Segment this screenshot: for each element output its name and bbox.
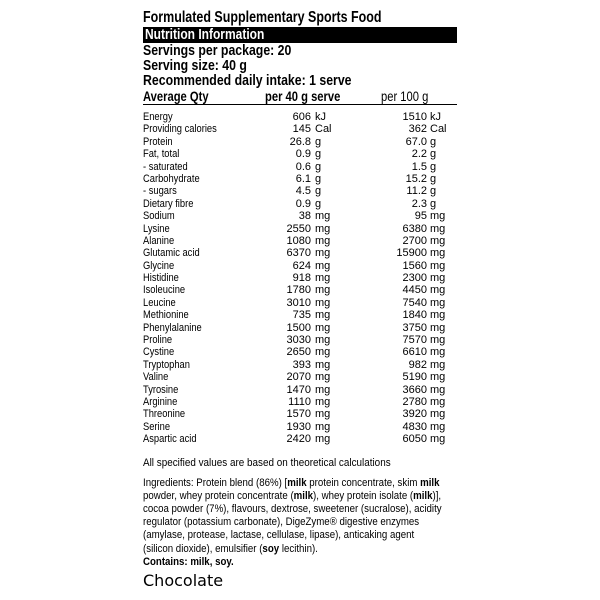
nutrient-row [143,334,457,346]
nutrient-name: Proline [143,334,173,347]
allergen-text: milk [420,476,440,489]
per-serve-unit: mg [315,395,331,408]
per-100g-value: 11.2 [406,185,427,198]
nutrient-name: Serine [143,420,171,433]
ingredients-line [143,543,457,556]
per-100g-unit: g [430,172,437,185]
per-100g-unit: mg [430,309,446,322]
per-100g-value: 2.2 [411,148,427,161]
calculation-note-text: All specified values are based on theoretical calculations [143,456,391,469]
per-serve-unit: mg [315,272,331,285]
nutrient-row [143,359,457,371]
ingredients-text: protein concentrate, skim [306,476,421,489]
per-100g-value: 1.5 [411,160,427,173]
nutrient-row [143,247,457,259]
per-100g-value: 7540 [402,296,427,309]
nutrient-row [143,371,457,383]
nutrient-name: Threonine [143,408,186,421]
per-serve-unit: mg [315,408,331,421]
nutrient-row [143,322,457,334]
nutrient-row [143,235,457,247]
header-per-100g: per 100 g [381,88,429,104]
allergen-text: milk [293,489,314,502]
nutrient-row [143,396,457,408]
nutrient-row [143,123,457,135]
allergen-text: soy [262,542,280,555]
per-serve-unit: Cal [315,123,332,136]
per-100g-value: 1560 [402,259,427,272]
per-100g-unit: mg [430,234,446,247]
per-serve-unit: mg [315,321,331,334]
nutrient-row [143,111,457,123]
per-100g-unit: g [430,197,437,210]
per-serve-unit: mg [315,383,331,396]
per-serve-unit: mg [315,284,331,297]
per-100g-unit: mg [430,420,446,433]
nutrient-name: Isoleucine [143,284,186,297]
ingredients-text: regulator (potassium carbonate), DigeZyme® digestive enzymes [143,516,420,529]
per-serve-unit: mg [315,234,331,247]
per-serve-value: 38 [298,210,311,223]
per-serve-value: 26.8 [289,135,311,148]
header-average-qty: Average Qty [143,88,209,104]
nutrient-name: Energy [143,111,173,123]
per-100g-unit: mg [430,371,446,384]
per-100g-unit: mg [430,395,446,408]
per-100g-value: 3660 [402,383,427,396]
nutrient-name: Leucine [143,296,176,309]
recommended-intake-text: Recommended daily intake: 1 serve [143,72,352,89]
per-100g-value: 6050 [402,433,427,446]
per-serve-unit: g [315,148,322,161]
ingredients-line [143,477,457,490]
per-100g-unit: g [430,148,437,161]
calculation-note [143,456,457,470]
per-100g-unit: mg [430,259,446,272]
per-serve-unit: g [315,197,322,210]
per-serve-unit: g [315,172,322,185]
per-serve-value: 1570 [286,408,311,421]
per-100g-unit: mg [430,346,446,359]
per-100g-value: 982 [408,358,427,371]
per-100g-unit: mg [430,358,446,371]
per-serve-value: 606 [292,111,311,123]
per-100g-unit: mg [430,383,446,396]
per-100g-value: 2300 [402,272,427,285]
ingredients-line [143,529,457,542]
allergen-text: milk [287,476,307,489]
per-serve-value: 4.5 [295,185,311,198]
nutrient-name: Alanine [143,234,175,247]
nutrition-information-bar [143,27,457,43]
ingredients-line [143,490,457,503]
per-serve-unit: kJ [315,111,326,123]
nutrient-name: Aspartic acid [143,433,197,446]
ingredients-statement [143,477,457,569]
nutrient-name: Tyrosine [143,383,179,396]
nutrient-table [143,111,457,446]
per-serve-value: 735 [292,309,311,322]
per-serve-value: 3010 [286,296,311,309]
per-100g-unit: Cal [430,123,447,136]
nutrient-row [143,161,457,173]
per-serve-value: 2420 [286,433,311,446]
nutrient-name: Cystine [143,346,175,359]
per-serve-value: 2070 [286,371,311,384]
nutrient-name: Valine [143,371,169,384]
nutrient-row [143,223,457,235]
nutrient-row [143,260,457,272]
per-100g-unit: mg [430,210,446,223]
per-serve-unit: mg [315,358,331,371]
nutrient-row [143,210,457,222]
allergen-text: Contains: milk, soy. [143,555,234,568]
per-serve-unit: g [315,160,322,173]
per-serve-value: 1080 [286,234,311,247]
per-serve-value: 393 [292,358,311,371]
table-header [143,88,457,105]
per-serve-value: 1930 [286,420,311,433]
nutrient-row [143,136,457,148]
per-100g-unit: g [430,160,437,173]
per-100g-unit: mg [430,296,446,309]
servings-per-package-text: Servings per package: 20 [143,42,292,59]
serving-size-text: Serving size: 40 g [143,57,247,74]
per-serve-unit: mg [315,346,331,359]
nutrient-row [143,346,457,358]
per-serve-value: 1110 [288,395,311,408]
recommended-intake [143,73,457,88]
per-serve-unit: mg [315,222,331,235]
per-100g-unit: g [430,135,437,148]
per-100g-unit: kJ [430,111,441,123]
flavour-label: Chocolate [143,571,224,590]
per-serve-value: 3030 [286,334,311,347]
per-serve-unit: mg [315,420,331,433]
nutrient-row [143,408,457,420]
per-100g-value: 2700 [402,234,427,247]
nutrient-row [143,297,457,309]
per-serve-unit: mg [315,247,331,260]
per-serve-value: 1500 [286,321,311,334]
header-per-serve: per 40 g serve [265,88,341,104]
per-100g-unit: mg [430,272,446,285]
per-serve-unit: mg [315,371,331,384]
per-100g-unit: mg [430,284,446,297]
nutrient-row [143,198,457,210]
nutrient-name: Providing calories [143,123,217,136]
per-100g-value: 362 [408,123,427,136]
per-100g-value: 3920 [402,408,427,421]
per-serve-value: 2550 [286,222,311,235]
ingredients-text: powder, whey protein concentrate ( [143,489,294,502]
nutrient-row [143,433,457,445]
nutrition-panel [143,8,457,569]
per-serve-unit: mg [315,309,331,322]
nutrient-name: Methionine [143,309,189,322]
nutrient-name: Histidine [143,272,179,285]
per-100g-value: 6380 [402,222,427,235]
per-100g-value: 15.2 [405,172,427,185]
nutrient-name: Arginine [143,395,178,408]
per-100g-unit: mg [430,247,446,260]
per-serve-unit: mg [315,259,331,272]
per-serve-unit: mg [315,433,331,446]
per-serve-unit: mg [315,296,331,309]
ingredients-line [143,516,457,529]
per-serve-value: 6.1 [295,172,311,185]
per-100g-value: 67.0 [405,135,427,148]
per-100g-value: 15900 [396,247,427,260]
per-100g-value: 5190 [402,371,427,384]
nutrient-row [143,284,457,296]
per-100g-value: 4450 [402,284,427,297]
nutrient-row [143,309,457,321]
per-100g-unit: g [430,185,437,198]
per-100g-unit: mg [430,433,446,446]
per-serve-value: 624 [292,259,311,272]
ingredients-text: (silicon dioxide), emulsifier ( [143,542,263,555]
nutrient-row [143,272,457,284]
per-serve-value: 0.6 [295,160,311,173]
allergen-text: milk [413,489,433,502]
per-serve-value: 1470 [286,383,311,396]
per-100g-value: 1840 [402,309,427,322]
nutrient-name: Sodium [143,210,175,223]
ingredients-text: (amylase, protease, lactase, cellulase, lipase), anticaking agent [143,529,415,542]
per-100g-value: 1510 [402,111,427,123]
nutrient-row [143,421,457,433]
product-title: Formulated Supplementary Sports Food [143,9,382,26]
per-serve-value: 918 [292,272,311,285]
per-100g-value: 3750 [402,321,427,334]
ingredients-text: ), whey protein isolate ( [313,489,414,502]
per-serve-unit: mg [315,334,331,347]
per-100g-value: 2780 [402,395,427,408]
per-serve-value: 6370 [286,247,311,260]
nutrient-name: - sugars [143,185,177,198]
per-100g-value: 2.3 [411,197,427,210]
nutrient-row [143,173,457,185]
nutrient-name: Glutamic acid [143,247,200,260]
per-serve-unit: g [315,185,322,198]
per-100g-unit: mg [430,222,446,235]
ingredients-text: )], [432,489,442,502]
per-serve-value: 0.9 [295,197,311,210]
ingredients-text: Ingredients: Protein blend (86%) [ [143,476,288,489]
per-serve-value: 145 [292,123,311,136]
per-100g-value: 7570 [402,334,427,347]
nutrition-information-label: Nutrition Information [145,26,265,43]
nutrient-row [143,384,457,396]
nutrient-name: Phenylalanine [143,321,202,334]
nutrient-row [143,148,457,160]
ingredients-line [143,503,457,516]
per-100g-value: 6610 [402,346,427,359]
per-100g-value: 95 [414,210,427,223]
nutrient-name: Glycine [143,259,175,272]
nutrient-name: Lysine [143,222,170,235]
ingredients-line [143,556,457,569]
per-serve-unit: g [315,135,322,148]
serving-size [143,58,457,73]
per-100g-unit: mg [430,334,446,347]
nutrient-name: Fat, total [143,148,180,161]
nutrient-name: Protein [143,135,173,148]
nutrient-name: Tryptophan [143,358,190,371]
per-serve-value: 2650 [286,346,311,359]
ingredients-text: cocoa powder (7%), flavours, dextrose, sweetener (sucralose), acidity [143,502,442,515]
per-serve-value: 0.9 [295,148,311,161]
servings-per-package [143,43,457,58]
nutrient-name: Carbohydrate [143,172,200,185]
nutrient-name: Dietary fibre [143,197,194,210]
nutrient-row [143,185,457,197]
per-100g-value: 4830 [402,420,427,433]
per-serve-value: 1780 [286,284,311,297]
per-serve-unit: mg [315,210,331,223]
per-100g-unit: mg [430,321,446,334]
nutrient-name: - saturated [143,160,188,173]
per-100g-unit: mg [430,408,446,421]
ingredients-text: lecithin). [279,542,318,555]
